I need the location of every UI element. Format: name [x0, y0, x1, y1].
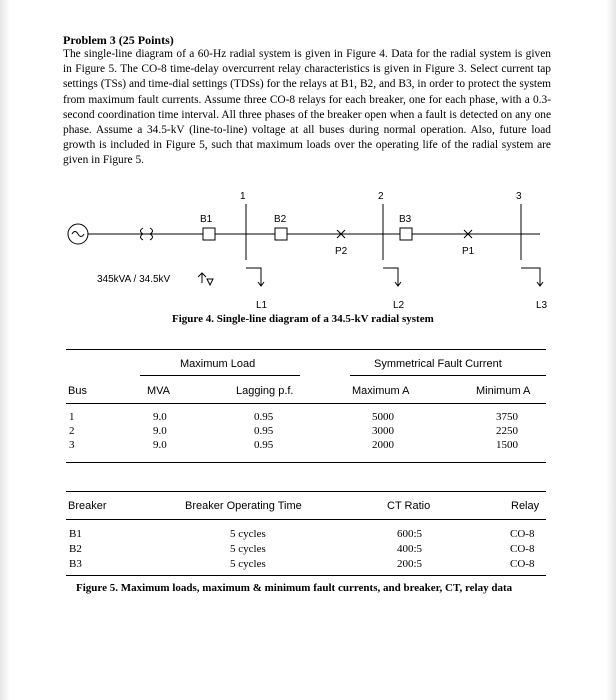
cell-operating-time: 5 cycles	[230, 528, 266, 540]
load-l3-label: L3	[536, 300, 548, 311]
breaker-b1-label: B1	[200, 214, 213, 225]
cell-max-a: 3000	[372, 425, 394, 437]
cell-relay: CO-8	[510, 528, 535, 540]
bus-1-number: 1	[240, 191, 246, 202]
cell-min-a: 2250	[496, 425, 518, 437]
col-group-maximum-load: Maximum Load	[180, 358, 256, 370]
cell-relay: CO-8	[510, 543, 535, 555]
cell-pf: 0.95	[254, 439, 274, 451]
cell-pf: 0.95	[254, 425, 274, 437]
column-header-max-a: Maximum A	[352, 385, 410, 397]
cell-mva: 9.0	[153, 439, 167, 451]
load-l3-symbol	[521, 268, 543, 286]
cell-max-a: 2000	[372, 439, 394, 451]
transformer-rating: 345kVA / 34.5kV	[97, 274, 171, 285]
column-header-bus: Bus	[68, 385, 87, 397]
breaker-b1	[203, 228, 215, 240]
column-header-relay: Relay	[511, 500, 540, 512]
table-rule	[350, 375, 546, 376]
table-rule	[66, 491, 546, 492]
table-rule	[66, 349, 546, 350]
breaker-b3	[400, 228, 412, 240]
fault-p2-label: P2	[335, 246, 348, 257]
bus-3-number: 3	[516, 191, 522, 202]
cell-max-a: 5000	[372, 411, 394, 423]
cell-ct-ratio: 400:5	[397, 543, 423, 555]
cell-operating-time: 5 cycles	[230, 558, 266, 570]
table-rule	[66, 575, 546, 576]
problem-title: Problem 3 (25 Points)	[63, 33, 174, 47]
cell-bus: 1	[69, 411, 75, 423]
column-header-breaker: Breaker	[68, 500, 107, 512]
table-rule	[140, 375, 300, 376]
cell-bus: 3	[69, 439, 75, 451]
cell-operating-time: 5 cycles	[230, 543, 266, 555]
column-header-ct-ratio: CT Ratio	[387, 500, 431, 512]
cell-relay: CO-8	[510, 558, 535, 570]
table-rule	[66, 462, 546, 463]
cell-min-a: 1500	[496, 439, 518, 451]
table-rule	[66, 403, 546, 404]
figure-4-caption: Figure 4. Single-line diagram of a 34.5-kV radial system	[172, 313, 434, 325]
column-header-mva: MVA	[147, 385, 171, 397]
col-group-fault-current: Symmetrical Fault Current	[374, 358, 502, 370]
cell-breaker: B3	[69, 558, 82, 570]
page-shadow-left	[0, 0, 10, 700]
generator-sine	[72, 232, 84, 237]
breaker-b2	[275, 228, 287, 240]
table-rule	[66, 519, 546, 520]
cell-bus: 2	[69, 425, 75, 437]
cell-mva: 9.0	[153, 411, 167, 423]
cell-breaker: B2	[69, 543, 82, 555]
cell-mva: 9.0	[153, 425, 167, 437]
cell-min-a: 3750	[496, 411, 518, 423]
load-l2-symbol	[383, 268, 401, 286]
column-header-min-a: Minimum A	[476, 385, 531, 397]
transformer-connection-symbol	[198, 273, 213, 285]
cell-breaker: B1	[69, 528, 82, 540]
figure-5-caption: Figure 5. Maximum loads, maximum & minimum fault currents, and breaker, CT, relay data	[76, 582, 513, 594]
problem-statement: The single-line diagram of a 60-Hz radial system is given in Figure 4. Data for the radial system is given in Figure 5. The CO-8 time-delay overcurrent relay characteristics is given in Figure 3. Select current tap settings (TSs) and time-dial settings (TDSs) for the relays at B1, B2, and B3, in order to protect the system from maximum fault currents. Assume three CO-8 relays for each breaker, one for each phase, with a 0.3-second coordination time interval. All three phases of the breaker open when a fault is detected on any one phase. Assume a 34.5-kV (line-to-line) voltage at all buses during normal operation. Also, future load growth is included in Figure 5, such that maximum loads over the operating life of the radial system are given in Figure 5.	[63, 48, 551, 167]
cell-pf: 0.95	[254, 411, 274, 423]
column-header-operating-time: Breaker Operating Time	[185, 500, 302, 512]
cell-ct-ratio: 600:5	[397, 528, 423, 540]
load-l1-symbol	[246, 268, 264, 286]
breaker-b2-label: B2	[274, 214, 287, 225]
cell-ct-ratio: 200:5	[397, 558, 423, 570]
page-shadow-right	[606, 0, 616, 700]
fault-p1-label: P1	[462, 246, 475, 257]
load-l2-label: L2	[393, 300, 405, 311]
single-line-diagram	[0, 182, 616, 312]
bus-2-number: 2	[378, 191, 384, 202]
column-header-pf: Lagging p.f.	[236, 385, 294, 397]
breaker-b3-label: B3	[399, 214, 412, 225]
load-l1-label: L1	[256, 300, 268, 311]
